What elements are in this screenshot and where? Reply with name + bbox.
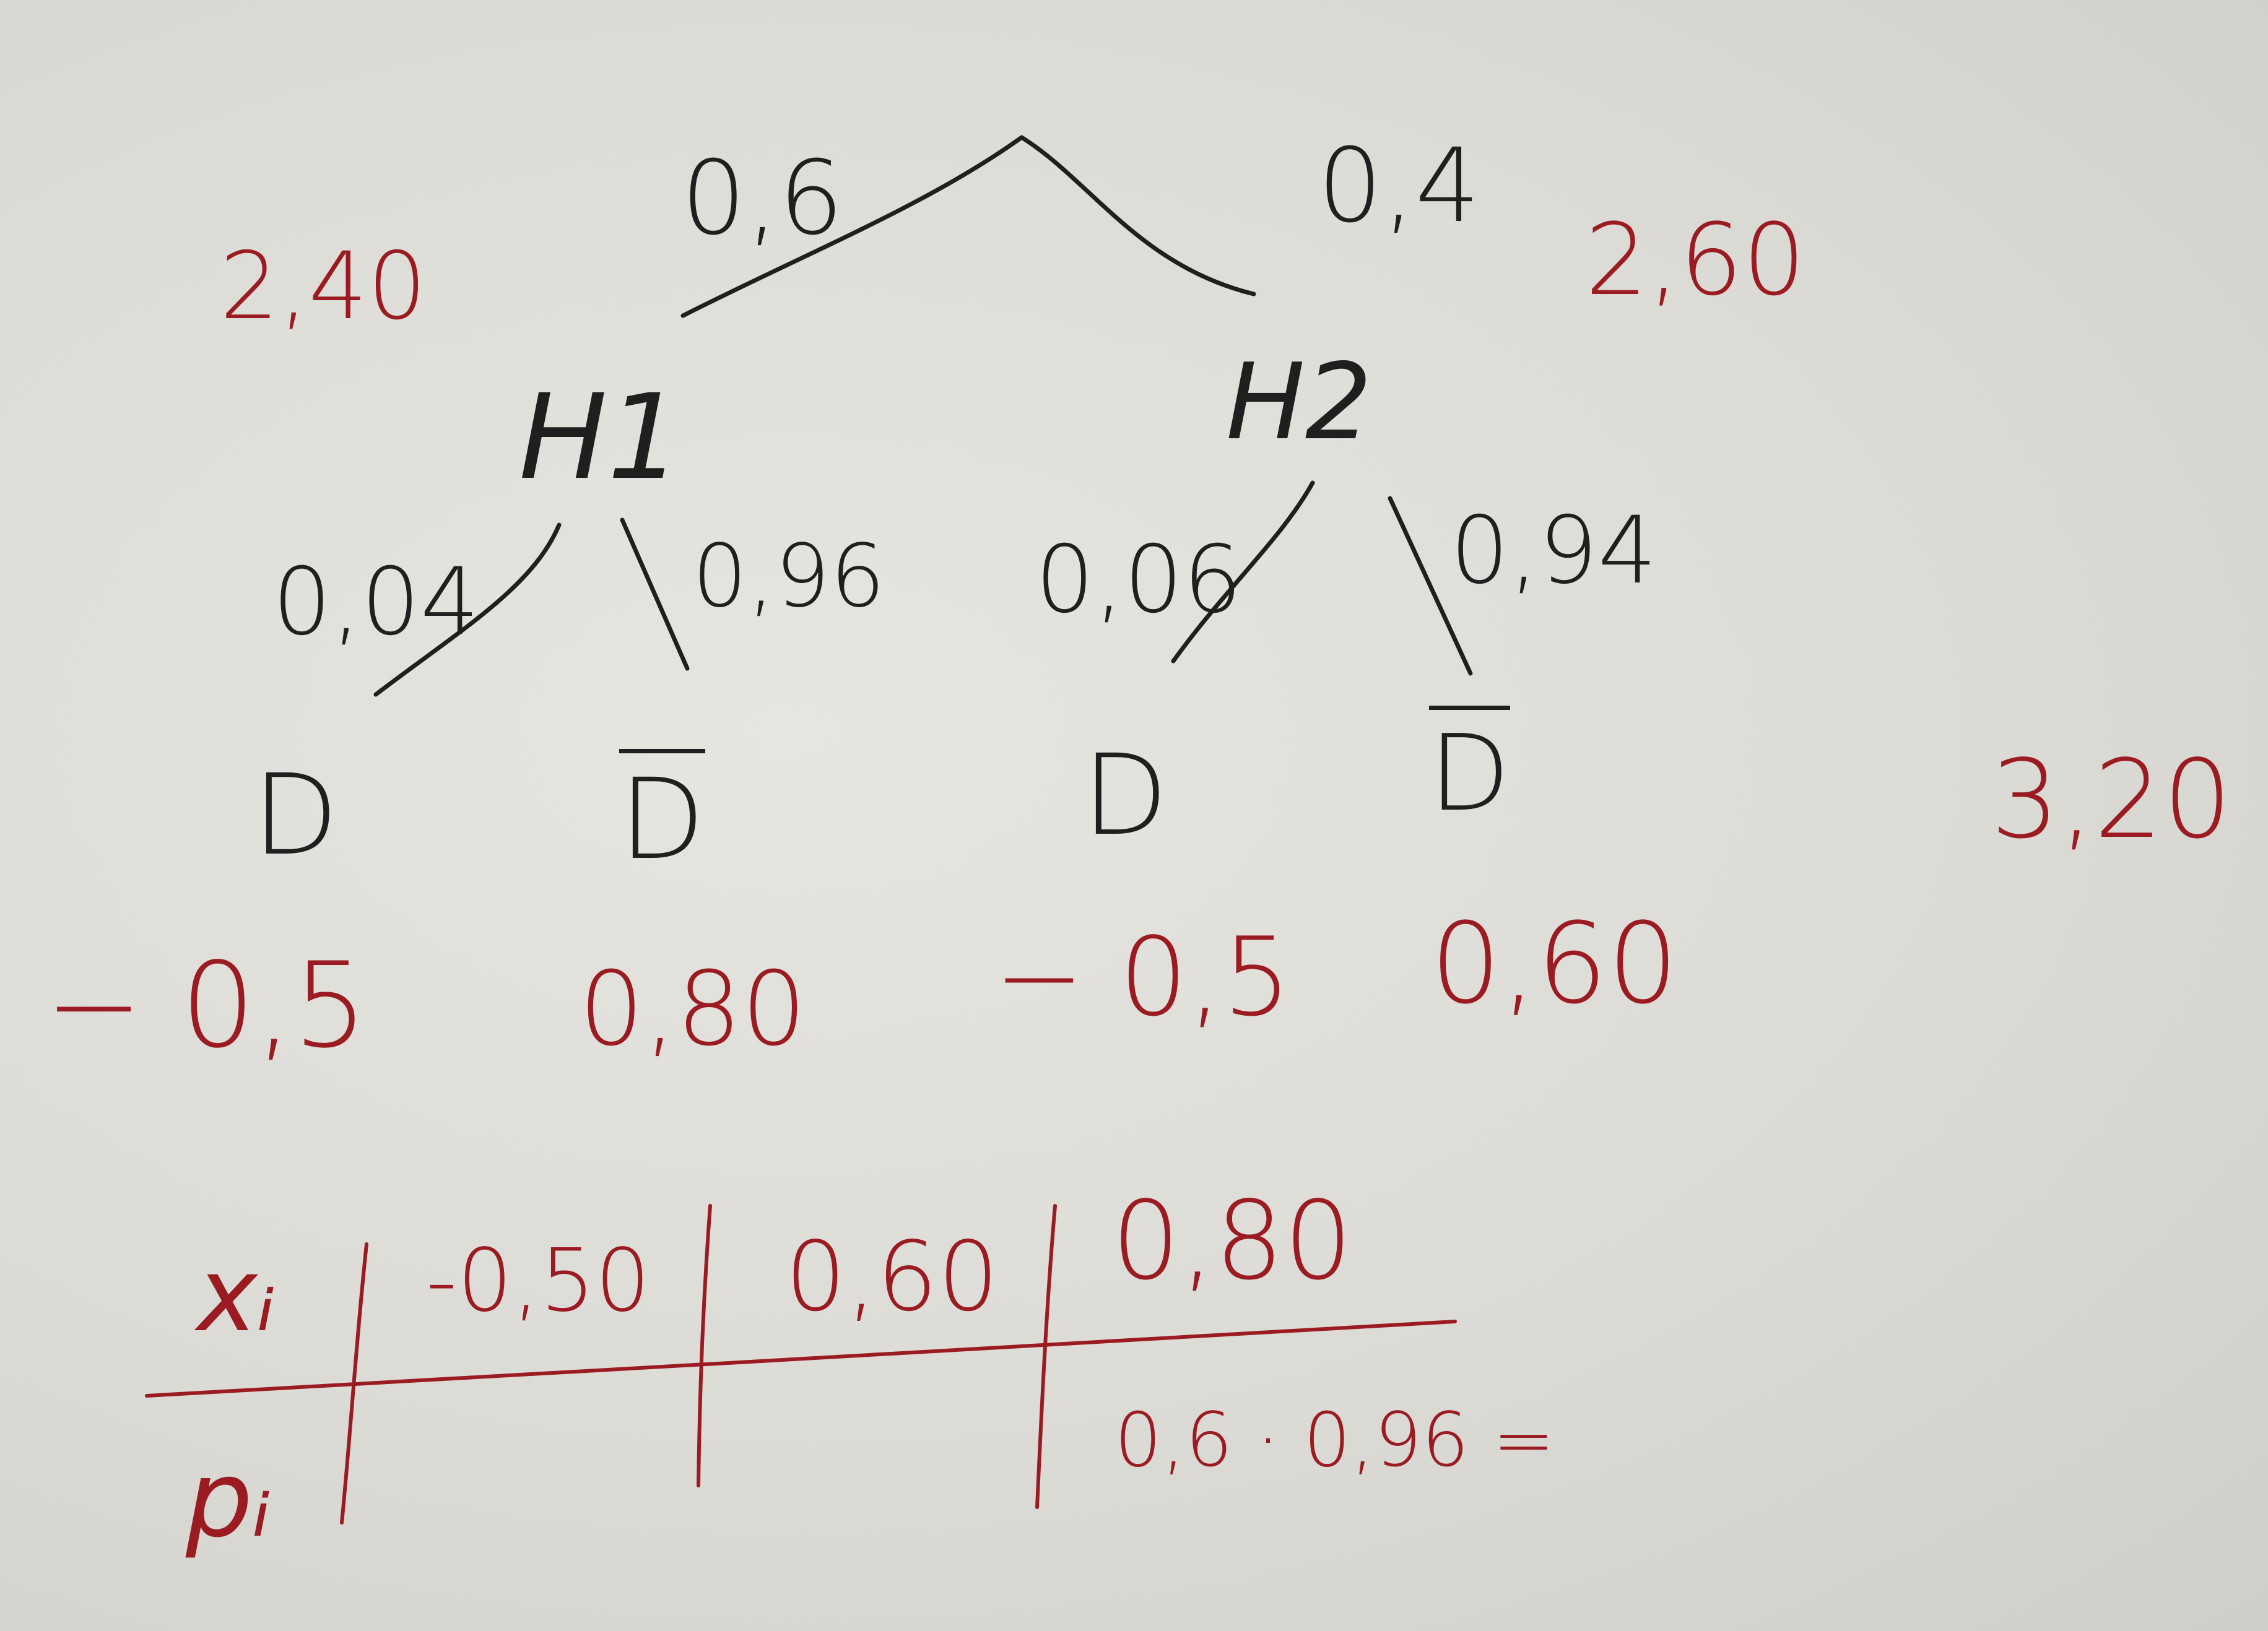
table-x-value-3: 0,80 — [1111, 1179, 1353, 1304]
table-x-value-1: -0,50 — [426, 1231, 651, 1331]
h2-right-prob: 0,94 — [1450, 497, 1657, 605]
root-right-branch — [1022, 137, 1254, 294]
leaf-d-3: D — [1082, 731, 1168, 860]
leaf-4-value: 0,60 — [1430, 899, 1679, 1029]
leaf-d-bar-2 — [619, 749, 705, 885]
h1-left-prob: 0,04 — [272, 548, 479, 656]
h2-expected-value: 2,60 — [1585, 202, 1806, 318]
leaf-4-overbar: D — [1429, 706, 1510, 826]
table-horizontal-line — [147, 1322, 1455, 1396]
leaf-1-value: − 0,5 — [45, 937, 368, 1074]
node-h1: H1 — [519, 369, 682, 506]
leaf-3-value: − 0,5 — [994, 915, 1292, 1040]
h1-right-prob: 0,96 — [692, 526, 885, 627]
table-p-value-3: 0,6 · 0,96 = — [1114, 1398, 1555, 1484]
h2-left-prob: 0,06 — [1035, 526, 1242, 634]
table-row-x-label: xᵢ — [197, 1235, 276, 1354]
leaf-2-value: 0,80 — [579, 950, 807, 1068]
leaf-2-overbar: D — [619, 749, 705, 876]
table-row-p-label: pᵢ — [186, 1438, 272, 1561]
table-divider-2 — [698, 1206, 710, 1486]
root-right-prob: 0,4 — [1318, 126, 1480, 245]
root-left-prob: 0,6 — [681, 139, 844, 257]
h1-right-branch — [622, 520, 687, 668]
side-value: 3,20 — [1991, 737, 2232, 863]
leaf-d-1: D — [253, 751, 339, 880]
node-h2: H2 — [1226, 341, 1372, 464]
table-x-value-2: 0,60 — [785, 1221, 999, 1333]
leaf-d-bar-4 — [1429, 706, 1510, 835]
h1-expected-value: 2,40 — [220, 233, 427, 340]
table-divider-3 — [1037, 1206, 1055, 1507]
